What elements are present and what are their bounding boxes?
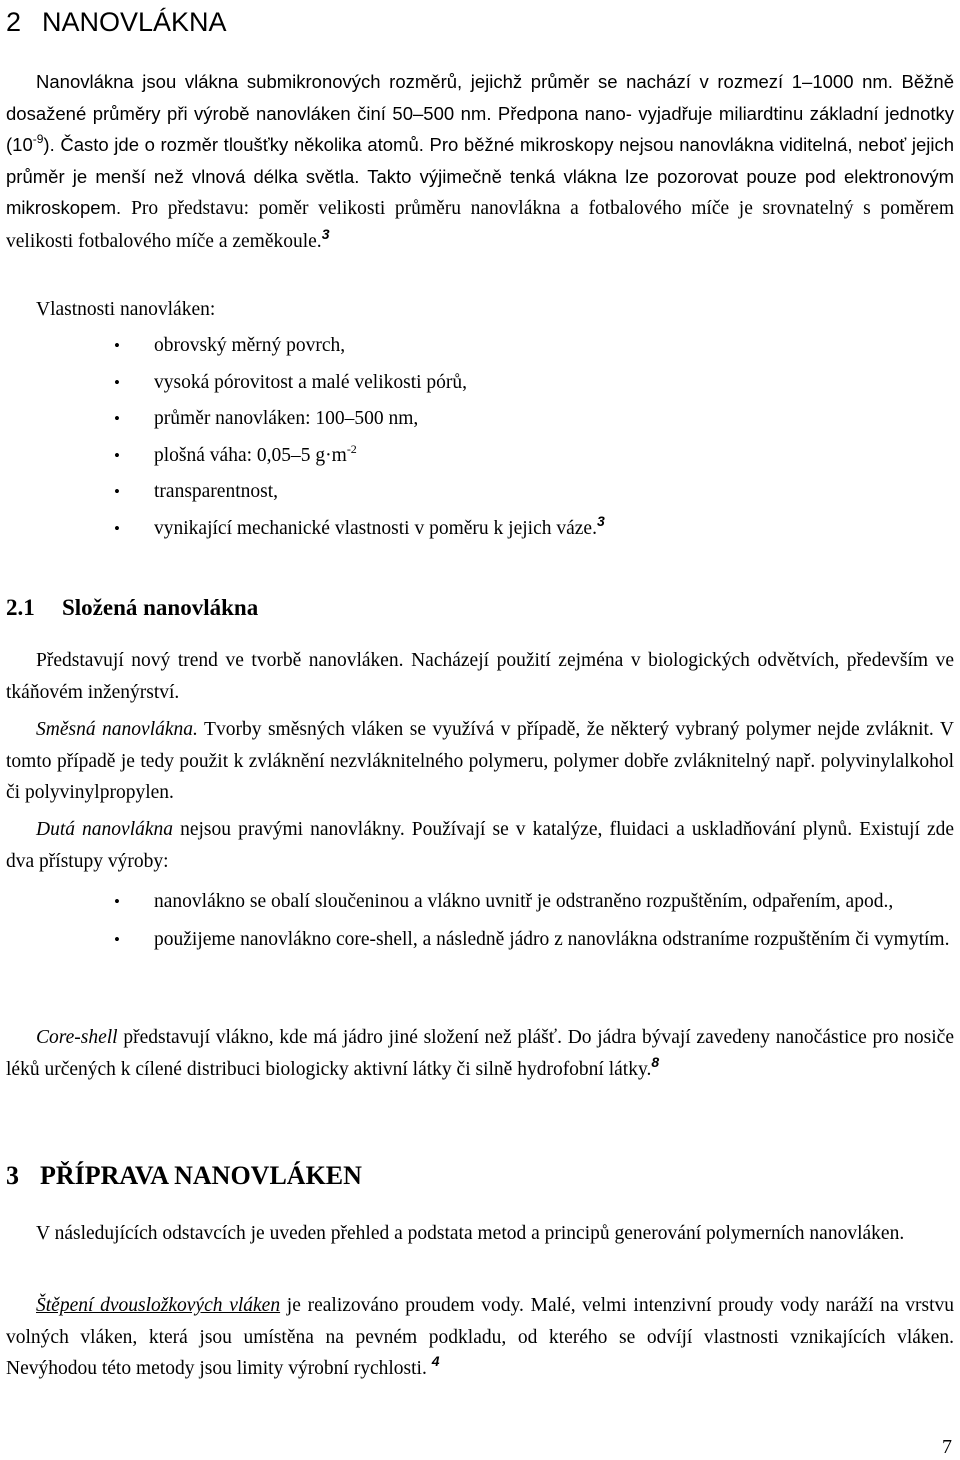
list-item bbox=[0, 476, 960, 513]
paragraph-text: nejsou pravými nanovlákny. Používají se v katalýze, fluidaci a uskladňování plynů. Existují zde dva přístupy výroby: bbox=[6, 819, 954, 872]
list-item-text: vysoká pórovitost a malé velikosti pórů, bbox=[154, 371, 468, 393]
paragraph-text: je realizováno proudem vody. Malé, velmi intenzivní proudy vody naráží na vrstvu volných vláken, která jsou umístěna na pevném podkladu, od kterého se odvíjí vlastnosti vznikajících vláken. Nevýhodou této metody jsou limity výrobní rychlosti. bbox=[6, 1295, 954, 1379]
section-2-intro-paragraph bbox=[6, 66, 954, 257]
list-item-text: plošná váha: 0,05–5 g·m bbox=[154, 444, 347, 466]
term-bicomponent-splitting: Štěpení dvousložkových vláken bbox=[36, 1295, 281, 1316]
intro-text-b: ). Často jde o rozměr tloušťky několika atomů. bbox=[43, 134, 424, 155]
list-item bbox=[0, 330, 960, 367]
section-2-heading bbox=[6, 4, 227, 40]
section-3-number: 3 bbox=[6, 1161, 19, 1190]
citation-ref: 4 bbox=[431, 1353, 440, 1369]
list-item-text: nanovlákno se obalí sloučeninou a vlákno uvnitř je odstraněno rozpuštěním, odpařením, apod., bbox=[154, 891, 894, 912]
list-item bbox=[0, 367, 960, 404]
list-item bbox=[0, 886, 960, 918]
citation-ref: 8 bbox=[651, 1053, 660, 1070]
list-item-text: použijeme nanovlákno core-shell, a následně jádro z nanovlákna odstraníme rozpuštěním či vymytím. bbox=[154, 928, 950, 950]
properties-list bbox=[0, 330, 960, 549]
intro-text-d: Pro představu: poměr velikosti průměru nanovlákna a fotbalového míče je srovnatelný s poměrem velikosti fotbalového míče a zeměkoule. bbox=[6, 198, 955, 252]
section-3-paragraph-2 bbox=[6, 1290, 954, 1385]
section-2-1-heading bbox=[6, 592, 258, 624]
exponent: -2 bbox=[346, 441, 357, 456]
term-hollow-nanofibers: Dutá nanovlákna bbox=[36, 819, 174, 840]
list-item bbox=[0, 440, 960, 477]
section-2-1-paragraph-2 bbox=[6, 714, 954, 809]
term-blended-nanofibers: Směsná nanovlákna. bbox=[36, 719, 198, 740]
section-2-1-paragraph-3 bbox=[6, 814, 954, 877]
section-2-1-number: 2.1 bbox=[6, 595, 35, 620]
intro-text-c: Pro běžné mikroskopy nejsou nanovlákna viditelná, neboť jejich průměr je menší než vlnová délka světla. Takto výjimečně tenká vlákna lze pozorovat pouze pod elektronovým mikroskopem. bbox=[6, 134, 954, 218]
properties-label: Vlastnosti nanovláken: bbox=[36, 299, 216, 320]
page-number: 7 bbox=[942, 1436, 952, 1458]
citation-ref: 3 bbox=[321, 225, 330, 242]
intro-text-a: Nanovlákna jsou vlákna submikronových rozměrů, jejichž průměr se nachází v rozmezí 1–1000 nm. Běžně dosažené průměry při výrobě nanovláken činí 50–500 nm. Předpona nano- vyjadřuje miliardtinu základní jednotky (10 bbox=[6, 71, 954, 155]
section-2-1-paragraph-1: Představují nový trend ve tvorbě nanovláken. Nacházejí použití zejména v biologických odvětvích, především ve tkáňovém inženýrství. bbox=[6, 650, 954, 703]
list-item bbox=[0, 403, 960, 440]
section-3-heading bbox=[6, 1158, 362, 1194]
list-item-text: vynikající mechanické vlastnosti v poměru k jejich váze. bbox=[154, 517, 597, 539]
section-2-number: 2 bbox=[6, 7, 22, 37]
list-item-text: průměr nanovláken: 100–500 nm, bbox=[154, 408, 419, 429]
list-item-text: obrovský měrný povrch, bbox=[154, 335, 346, 356]
section-3-paragraph-1: V následujících odstavcích je uveden přehled a podstata metod a principů generování polymerních nanovláken. bbox=[36, 1223, 905, 1244]
section-2-1-paragraph-4 bbox=[6, 1022, 954, 1085]
section-3-title: PŘÍPRAVA NANOVLÁKEN bbox=[40, 1161, 362, 1190]
exponent: -9 bbox=[32, 132, 44, 146]
paragraph-text: Tvorby směsných vláken se využívá v případě, že některý vybraný polymer nejde zvláknit. V tomto případě je tedy použit k zvláknění nezvláknitelného polymeru, polymer dobře zvláknitelný např. polyvinylalkohol či polyvinylpropylen. bbox=[6, 719, 954, 803]
list-item bbox=[0, 924, 960, 956]
list-item-text: transparentnost, bbox=[154, 481, 279, 502]
section-2-1-title: Složená nanovlákna bbox=[62, 595, 259, 620]
section-2-title: NANOVLÁKNA bbox=[42, 7, 227, 37]
paragraph-text: představují vlákno, kde má jádro jiné složení než plášť. Do jádra bývají zavedeny nanočástice pro nosiče léků určených k cílené distribuci biologicky aktivní látky či silně hydrofobní látky. bbox=[6, 1027, 954, 1080]
list-item bbox=[0, 513, 960, 550]
citation-ref: 3 bbox=[596, 512, 605, 529]
methods-list bbox=[0, 886, 960, 961]
term-core-shell: Core-shell bbox=[36, 1027, 118, 1048]
